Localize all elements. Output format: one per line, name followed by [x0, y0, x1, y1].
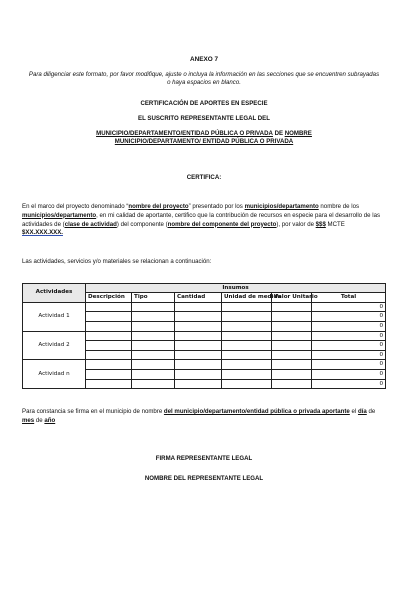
certifica-heading: CERTIFICA: [186, 173, 222, 181]
cell[interactable] [132, 350, 175, 360]
cell[interactable] [132, 312, 175, 322]
cell[interactable] [222, 321, 272, 331]
activity-cell: Actividad n [23, 360, 86, 389]
closing-text: el [349, 408, 358, 416]
instructions-text: Para diligenciar este formato, por favor modifique, ajuste o incluya la información en las secciones que se encuentren subrayadas o haya espacios en blanco. [28, 70, 380, 87]
table-row [23, 302, 386, 312]
para-text: nombre de los [318, 202, 360, 210]
cell[interactable] [86, 350, 132, 360]
cell[interactable] [222, 331, 272, 341]
year-placeholder: año [44, 417, 56, 425]
para-text: ), por valor de [276, 220, 316, 228]
municipios-names-placeholder: municipios/departamento [22, 211, 97, 219]
amount-placeholder: $XX.XXX.XXX. [22, 229, 63, 237]
heading-certification: CERTIFICACIÓN DE APORTES EN ESPECIE [140, 99, 268, 107]
total-cell: 0 [312, 302, 386, 312]
cell[interactable] [272, 302, 312, 312]
cell[interactable] [222, 379, 272, 389]
cell[interactable] [222, 360, 272, 370]
heading-suscrito: EL SUSCRITO REPRESENTANTE LEGAL DEL [138, 114, 270, 122]
signature-label: FIRMA REPRESENTANTE LEGAL [155, 455, 253, 463]
heading-entity-line2: MUNICIPIO/DEPARTAMENTO/ ENTIDAD PÚBLICA O PRIVADA [114, 138, 294, 146]
cell[interactable] [86, 331, 132, 341]
cell[interactable] [175, 379, 222, 389]
cell[interactable] [222, 312, 272, 322]
cell[interactable] [175, 302, 222, 312]
para-text: ” presentado por los [188, 202, 245, 210]
cell[interactable] [175, 312, 222, 322]
cell[interactable] [175, 341, 222, 351]
closing-text: de [366, 408, 376, 416]
cell[interactable] [272, 360, 312, 370]
municipios-placeholder: municipios/departamento [244, 202, 319, 210]
entity-placeholder: del municipio/departamento/entidad pública o privada aportante [163, 408, 350, 416]
total-cell: 0 [312, 321, 386, 331]
cell[interactable] [222, 302, 272, 312]
value-placeholder: $$$ [315, 220, 326, 228]
cell[interactable] [175, 369, 222, 379]
table-row [23, 331, 386, 341]
cell[interactable] [175, 360, 222, 370]
cell[interactable] [86, 302, 132, 312]
total-cell: 0 [312, 360, 386, 370]
activities-header: Actividades [23, 283, 86, 302]
col-total: Total [312, 293, 386, 303]
cell[interactable] [132, 341, 175, 351]
closing-paragraph [22, 407, 386, 425]
col-descripcion: Descripción [86, 293, 132, 303]
list-intro: Las actividades, servicios y/o materiales se relacionan a continuación: [22, 258, 212, 266]
heading-entity-placeholder: MUNICIPIO/DEPARTAMENTO/ENTIDAD PÚBLICA O PRIVADA [96, 130, 273, 138]
annex-title: ANEXO 7 [189, 56, 219, 63]
table-header-row [23, 283, 386, 293]
cell[interactable] [86, 341, 132, 351]
month-placeholder: mes [22, 417, 35, 425]
closing-text: de [34, 417, 45, 425]
activity-cell: Actividad 1 [23, 302, 86, 331]
cell[interactable] [222, 350, 272, 360]
closing-text: Para constancia se firma en el municipio de nombre [22, 408, 164, 416]
activity-cell: Actividad 2 [23, 331, 86, 360]
cell[interactable] [132, 321, 175, 331]
para-text: MCTE [325, 220, 345, 228]
insumos-header: Insumos [86, 283, 386, 293]
total-cell: 0 [312, 379, 386, 389]
cell[interactable] [175, 321, 222, 331]
col-tipo: Tipo [132, 293, 175, 303]
cell[interactable] [272, 331, 312, 341]
para-text: En el marco del proyecto denominado “ [22, 202, 129, 210]
col-valor: Valor Unitario [272, 293, 312, 303]
col-cantidad: Cantidad [175, 293, 222, 303]
table-row [23, 360, 386, 370]
activity-class-placeholder: clase de actividad [64, 220, 117, 228]
cell[interactable] [272, 312, 312, 322]
heading-entity-line1 [22, 130, 386, 138]
cell[interactable] [272, 379, 312, 389]
cell[interactable] [86, 369, 132, 379]
day-placeholder: día [357, 408, 367, 416]
project-name-placeholder: nombre del proyecto [128, 202, 189, 210]
cell[interactable] [132, 369, 175, 379]
cell[interactable] [86, 360, 132, 370]
signature-name-label: NOMBRE DEL REPRESENTANTE LEGAL [144, 474, 264, 482]
cell[interactable] [222, 369, 272, 379]
total-cell: 0 [312, 312, 386, 322]
total-cell: 0 [312, 331, 386, 341]
col-unidad: Unidad de medida [222, 293, 272, 303]
insumos-table [22, 283, 386, 390]
cell[interactable] [272, 350, 312, 360]
total-cell: 0 [312, 341, 386, 351]
heading-de: DE [272, 130, 285, 138]
component-name-placeholder: nombre del componente del proyecto [167, 220, 277, 228]
para-text: , en mi calidad de aportante, certifico que la contribución de recursos en especie para el desarrollo de las actividades de ( [22, 211, 381, 228]
para-text: ) del componente ( [116, 220, 168, 228]
cell[interactable] [86, 321, 132, 331]
cell[interactable] [132, 302, 175, 312]
cell[interactable] [272, 369, 312, 379]
cell[interactable] [175, 331, 222, 341]
cell[interactable] [132, 379, 175, 389]
cell[interactable] [86, 312, 132, 322]
cell[interactable] [132, 331, 175, 341]
cell[interactable] [272, 341, 312, 351]
cell[interactable] [272, 321, 312, 331]
total-cell: 0 [312, 369, 386, 379]
certification-paragraph [22, 203, 386, 239]
total-cell: 0 [312, 350, 386, 360]
cell[interactable] [86, 379, 132, 389]
cell[interactable] [222, 341, 272, 351]
heading-nombre-placeholder: NOMBRE [284, 130, 312, 138]
cell[interactable] [175, 350, 222, 360]
cell[interactable] [132, 360, 175, 370]
